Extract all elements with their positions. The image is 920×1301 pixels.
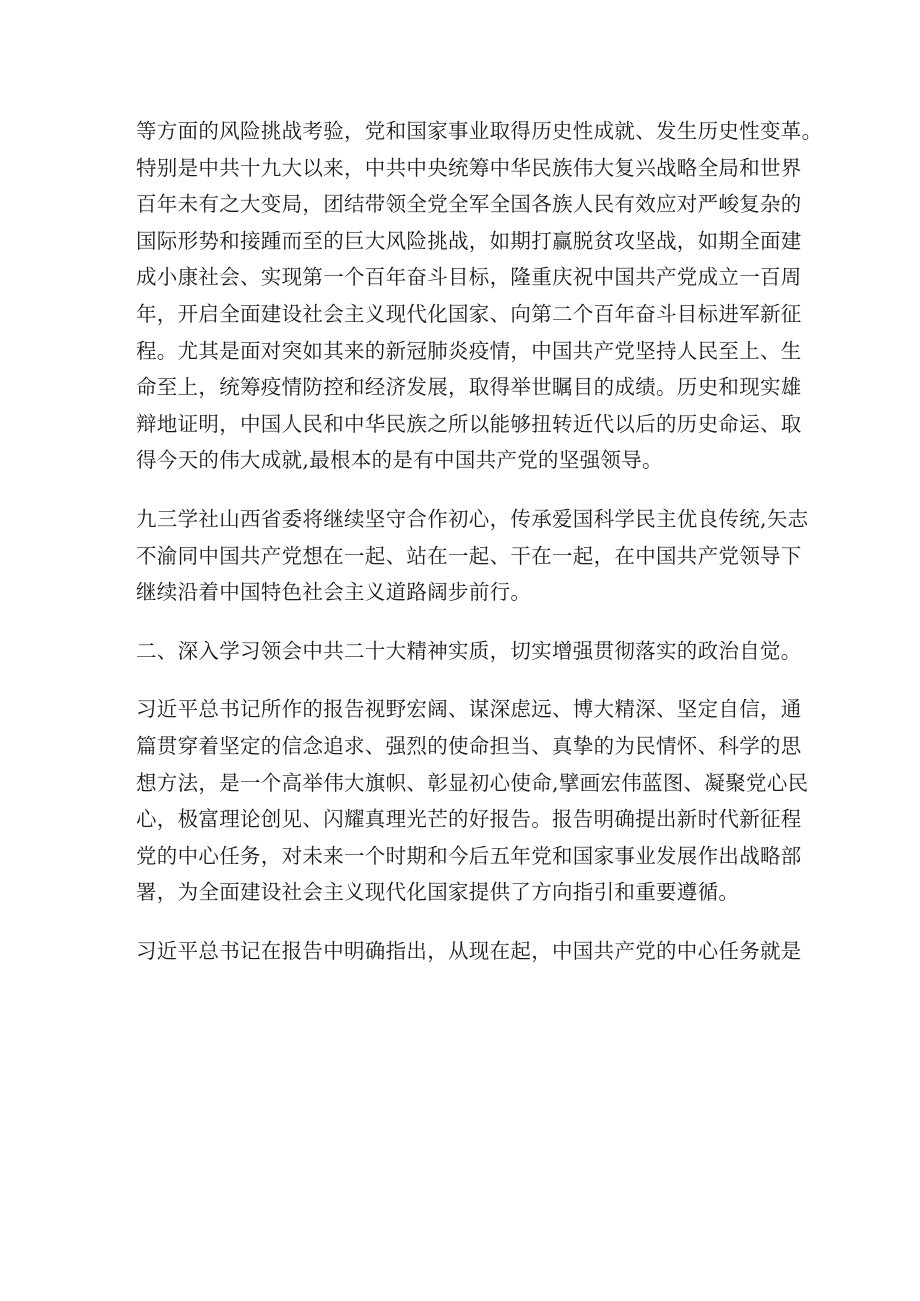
text-line: 等方面的风险挑战考验，党和国家事业取得历史性成就、发生历史性变革。	[136, 119, 823, 143]
document-body	[136, 113, 823, 969]
paragraph-gap	[136, 911, 792, 933]
text-line: 辩地证明，中国人民和中华民族之所以能够扭转近代以后的历史命运、取	[136, 411, 802, 436]
text-line: 继续沿着中国特色社会主义道路阔步前行。	[136, 580, 532, 605]
paragraph-gap	[136, 669, 792, 691]
paragraph-gap	[136, 479, 792, 501]
text-line: 命至上，统筹疫情防控和经济发展，取得举世瞩目的成绩。历史和现实雄	[136, 375, 802, 400]
paragraph-gap	[136, 611, 792, 633]
text-line: 二、深入学习领会中共二十大精神实质，切实增强贯彻落实的政治自觉。	[136, 638, 802, 663]
text-line: 九三学社山西省委将继续坚守合作初心，传承爱国科学民主优良传统,矢志	[136, 506, 809, 531]
text-line: 习近平总书记所作的报告视野宏阔、谋深虑远、博大精深、坚定自信，通	[136, 697, 802, 722]
paragraph-1	[136, 113, 823, 479]
text-line: 得今天的伟大成就,最根本的是有中国共产党的坚强领导。	[136, 448, 663, 473]
paragraph-3	[136, 691, 809, 911]
text-line: 习近平总书记在报告中明确指出，从现在起，中国共产党的中心任务就是	[136, 938, 802, 963]
text-line: 成小康社会、实现第一个百年奋斗目标，隆重庆祝中国共产党成立一百周	[136, 265, 802, 290]
text-line: 程。尤其是面对突如其来的新冠肺炎疫情，中国共产党坚持人民至上、生	[136, 338, 802, 363]
text-line: 心，极富理论创见、闪耀真理光芒的好报告。报告明确提出新时代新征程	[136, 807, 802, 832]
text-line: 篇贯穿着坚定的信念追求、强烈的使命担当、真挚的为民情怀、科学的思	[136, 733, 802, 758]
text-line: 不渝同中国共产党想在一起、站在一起、干在一起，在中国共产党领导下	[136, 543, 802, 568]
paragraph-4	[136, 933, 802, 970]
text-line: 百年未有之大变局，团结带领全党全军全国各族人民有效应对严峻复杂的	[136, 192, 802, 217]
paragraph-2	[136, 501, 809, 611]
text-line: 想方法，是一个高举伟大旗帜、彰显初心使命,擘画宏伟蓝图、凝聚党心民	[136, 770, 809, 795]
text-line: 特别是中共十九大以来，中共中央统筹中华民族伟大复兴战略全局和世界	[136, 155, 802, 180]
text-line: 署，为全面建设社会主义现代化国家提供了方向指引和重要遵循。	[136, 880, 740, 905]
text-line: 国际形势和接踵而至的巨大风险挑战，如期打赢脱贫攻坚战，如期全面建	[136, 228, 802, 253]
text-line: 党的中心任务，对未来一个时期和今后五年党和国家事业发展作出战略部	[136, 843, 802, 868]
section-heading	[136, 633, 802, 670]
text-line: 年，开启全面建设社会主义现代化国家、向第二个百年奋斗目标进军新征	[136, 301, 802, 326]
